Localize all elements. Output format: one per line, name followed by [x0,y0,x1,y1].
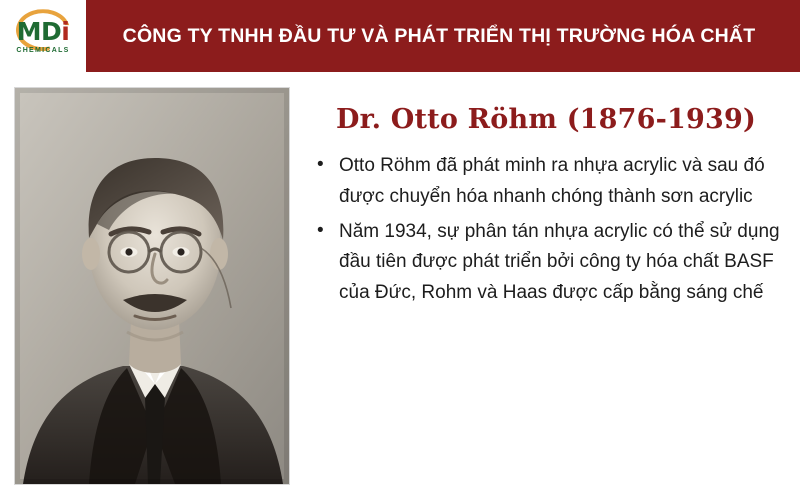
logo-text [16,16,70,46]
logo-inner [4,5,82,67]
portrait-illustration [15,88,289,484]
header-bar [0,0,800,72]
bullet-list [305,151,787,309]
slide-body [0,72,800,500]
logo-subtitle: CHEMICALS [16,46,70,54]
header-title: CÔNG TY TNHH ĐẦU TƯ VÀ PHÁT TRIỂN THỊ TRƯỜNG HÓA CHẤT [122,24,756,47]
logo-text-main: MD [16,16,62,46]
page-title: Dr. Otto Röhm (1876-1939) [336,104,756,135]
logo-text-accent: i [61,16,70,46]
logo-mark [16,16,70,46]
list-item: • Otto Röhm đã phát minh ra nhựa acrylic và sau đó được chuyển hóa nhanh chóng thành sơn acrylic [339,151,787,213]
portrait-photo [14,87,290,485]
text-content [305,94,787,313]
company-logo [0,0,86,72]
list-item: • Năm 1934, sự phân tán nhựa acrylic có thể sử dụng đầu tiên được phát triển bởi công ty hóa chất BASF của Đức, Rohm và Haas được cấp bằng sáng chế [339,217,787,309]
